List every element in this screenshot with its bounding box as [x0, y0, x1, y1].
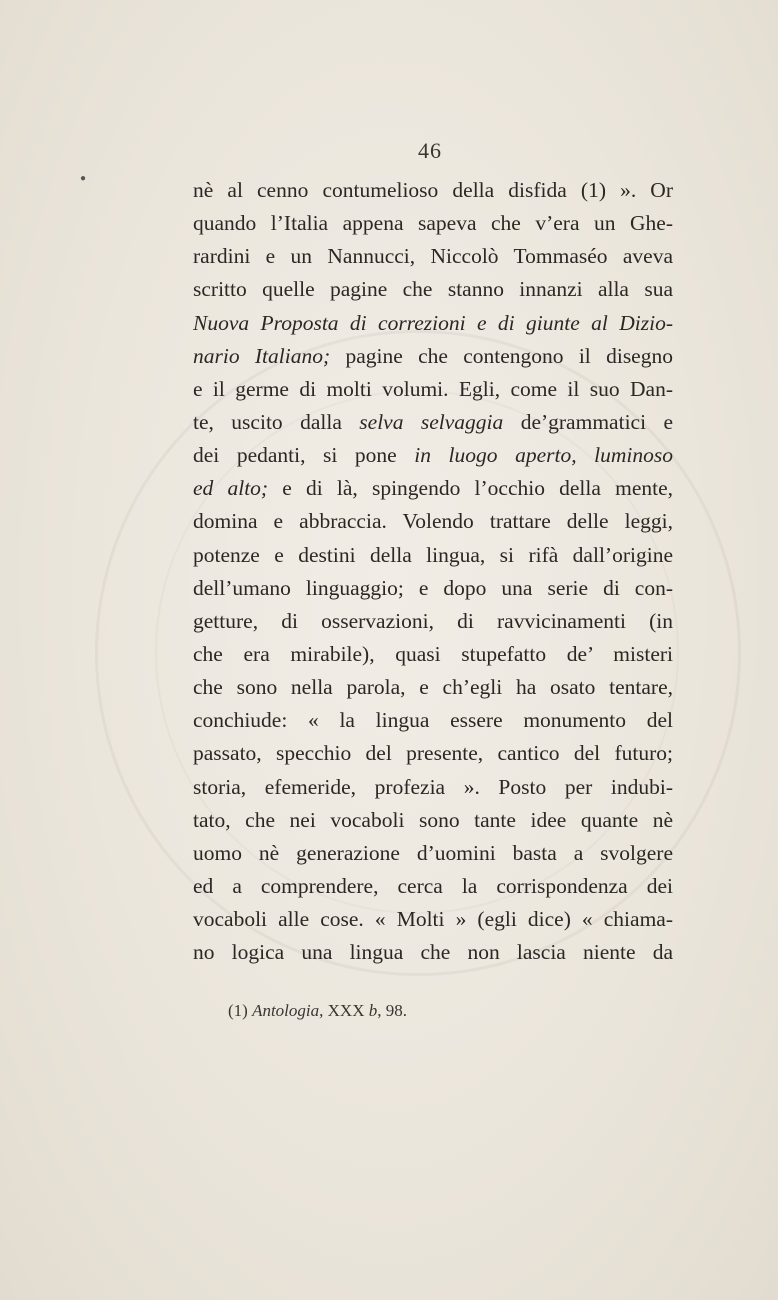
italic-segment: selva selvaggia	[359, 409, 504, 434]
text-line	[193, 505, 673, 538]
body-text	[193, 174, 673, 969]
text-segment: passato, specchio del presente, cantico del futuro;	[193, 741, 673, 766]
text-segment: ed a comprendere, cerca la corrispondenza dei	[193, 873, 673, 898]
text-segment: potenze e destini della lingua, si rifà dall’origine	[193, 542, 673, 567]
text-line	[193, 439, 673, 472]
text-line	[193, 804, 673, 837]
text-segment: dell’umano linguaggio; e dopo una serie di con-	[193, 575, 673, 600]
text-segment: che era mirabile), quasi stupefatto de’ misteri	[193, 641, 673, 666]
ink-dot-icon: ●	[80, 173, 87, 184]
footnote-source: Antologia	[252, 1001, 320, 1020]
text-line	[193, 273, 673, 306]
text-segment: no logica una lingua che non lascia niente da	[193, 940, 673, 965]
text-line	[193, 605, 673, 638]
footnote	[228, 1000, 407, 1022]
text-line	[193, 472, 673, 505]
text-line	[193, 406, 673, 439]
text-line	[193, 771, 673, 804]
text-segment: e il germe di molti volumi. Egli, come il suo Dan-	[193, 376, 673, 401]
text-line	[193, 936, 673, 969]
text-line	[193, 307, 673, 340]
text-line	[193, 340, 673, 373]
text-line	[193, 373, 673, 406]
text-segment: vocaboli alle cose. « Molti » (egli dice) « chiama-	[193, 907, 673, 932]
italic-segment: in luogo aperto, luminoso	[414, 443, 673, 468]
text-segment: che sono nella parola, e ch’egli ha osato tentare,	[193, 675, 673, 700]
text-segment: de’grammatici e	[503, 409, 674, 434]
text-segment: scritto quelle pagine che stanno innanzi alla sua	[193, 277, 673, 302]
text-line	[193, 903, 673, 936]
text-line	[193, 572, 673, 605]
footnote-text-a: , XXX	[319, 1001, 369, 1020]
text-line	[193, 704, 673, 737]
text-segment: tato, che nei vocaboli sono tante idee quante nè	[193, 807, 673, 832]
text-line	[193, 671, 673, 704]
text-line	[193, 837, 673, 870]
text-line	[193, 207, 673, 240]
text-segment: domina e abbraccia. Volendo trattare delle leggi,	[193, 509, 673, 534]
text-segment: quando l’Italia appena sapeva che v’era un Ghe-	[193, 211, 673, 236]
text-segment: storia, efemeride, profezia ». Posto per indubi-	[193, 774, 673, 799]
text-segment: rardini e un Nannucci, Niccolò Tommaséo aveva	[193, 244, 673, 269]
text-line	[193, 737, 673, 770]
text-line	[193, 870, 673, 903]
text-line	[193, 174, 673, 207]
text-segment: te, uscito dalla	[193, 409, 360, 434]
page-number: 46	[418, 138, 442, 163]
text-segment: pagine che contengono il disegno	[345, 343, 673, 368]
text-segment: e di là, spingendo l’occhio della mente,	[282, 476, 674, 501]
text-segment: nè al cenno contumelioso della disfida (1) ». Or	[193, 178, 673, 202]
text-line	[193, 240, 673, 273]
italic-segment: nario Italiano;	[193, 343, 346, 368]
footnote-marker: (1)	[228, 1001, 253, 1020]
text-segment: dei pedanti, si pone	[193, 443, 415, 468]
text-segment: conchiude: « la lingua essere monumento del	[193, 708, 673, 733]
italic-segment: ed alto;	[193, 476, 283, 501]
footnote-text-b: , 98.	[377, 1001, 407, 1020]
text-segment: uomo nè generazione d’uomini basta a svolgere	[193, 840, 673, 865]
italic-segment: Nuova Proposta di correzioni e di giunte al Dizio-	[193, 310, 673, 335]
footnote-volume-part: b	[368, 1001, 378, 1020]
text-line	[193, 539, 673, 572]
text-line	[193, 638, 673, 671]
text-segment: getture, di osservazioni, di ravvicinamenti (in	[193, 608, 673, 633]
